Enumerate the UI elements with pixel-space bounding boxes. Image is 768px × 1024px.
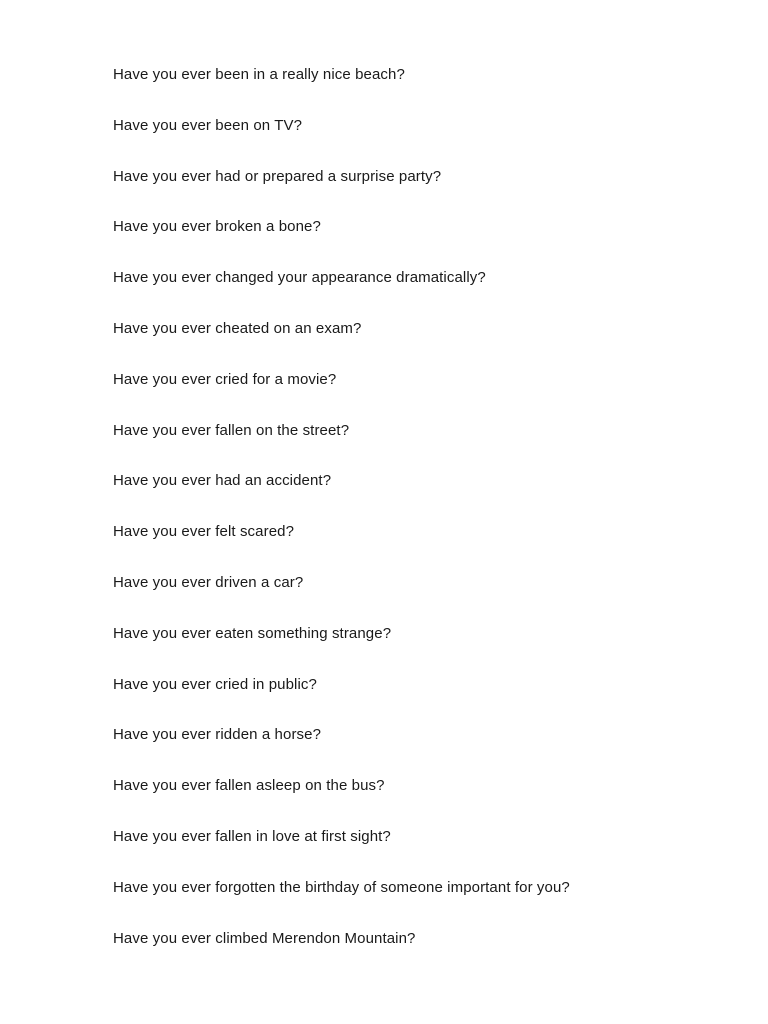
question-item: Have you ever broken a bone? — [113, 218, 321, 236]
question-item: Have you ever fallen on the street? — [113, 421, 350, 439]
question-item: Have you ever had an accident? — [113, 472, 332, 490]
question-item: Have you ever fallen in love at first sight? — [113, 827, 391, 845]
question-item: Have you ever felt scared? — [113, 523, 295, 541]
question-item: Have you ever ridden a horse? — [113, 726, 322, 744]
question-item: Have you ever been in a really nice beach? — [113, 66, 405, 83]
question-item: Have you ever cried for a movie? — [113, 370, 337, 388]
question-item: Have you ever cheated on an exam? — [113, 319, 362, 337]
question-item: Have you ever climbed Merendon Mountain? — [113, 929, 416, 947]
question-item: Have you ever driven a car? — [113, 573, 304, 591]
question-item: Have you ever fallen asleep on the bus? — [113, 777, 385, 795]
question-item: Have you ever forgotten the birthday of someone important for you? — [113, 878, 570, 896]
question-item: Have you ever had or prepared a surprise party? — [113, 167, 442, 185]
question-list — [113, 64, 733, 978]
question-item: Have you ever been on TV? — [113, 116, 303, 134]
question-item: Have you ever eaten something strange? — [113, 624, 392, 642]
question-item: Have you ever changed your appearance dramatically? — [113, 269, 486, 287]
question-item: Have you ever cried in public? — [113, 675, 317, 693]
